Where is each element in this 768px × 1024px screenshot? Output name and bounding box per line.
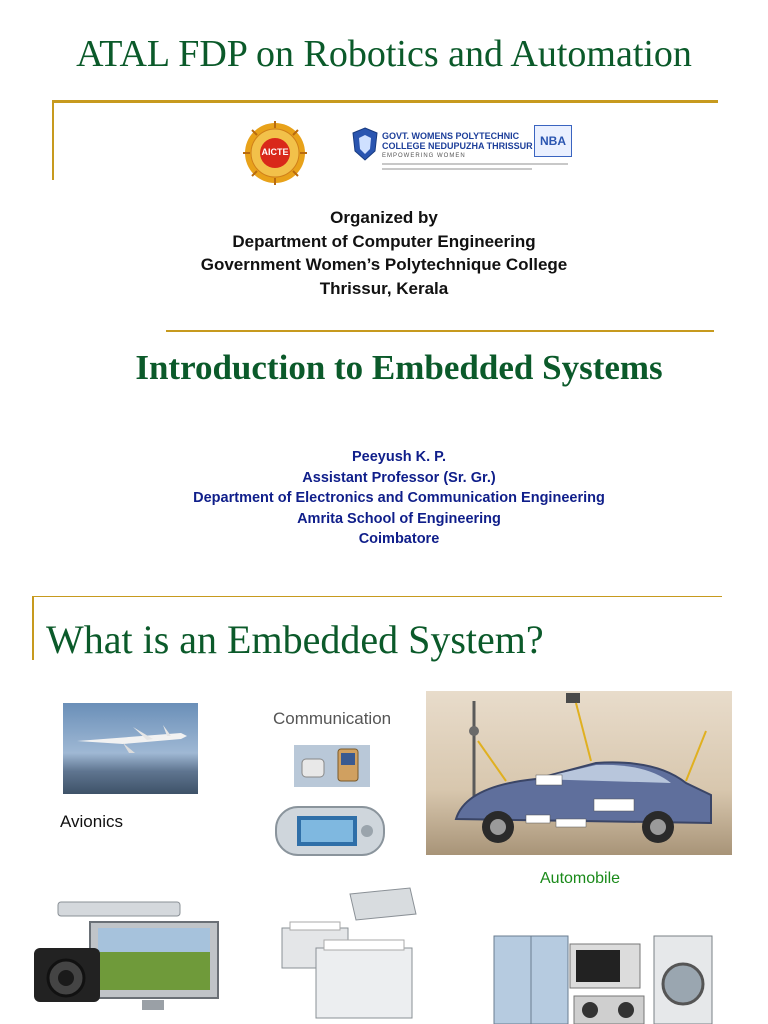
slide2-title: What is an Embedded System?: [46, 617, 544, 662]
college-logo-line1: GOVT. WOMENS POLYTECHNIC: [382, 131, 520, 141]
consumer-electronics-image: [30, 900, 220, 1024]
phone-icon: [294, 745, 370, 787]
car-icon: [426, 691, 732, 855]
organizer-line: Government Women’s Polytechnique College: [200, 255, 568, 274]
college-logo-line3: EMPOWERING WOMEN: [382, 153, 466, 159]
pda-screen-icon: [277, 808, 383, 854]
college-logo: [352, 125, 572, 177]
printers-image: [280, 884, 444, 1024]
college-logo-fineprint: [382, 163, 568, 165]
shield-icon: [352, 127, 378, 161]
slide2-top-rule: [32, 596, 722, 597]
college-logo-fineprint-2: [382, 168, 532, 170]
nba-badge: NBA: [534, 125, 572, 157]
aicte-logo: [240, 120, 310, 186]
pda-device-image: [275, 806, 385, 856]
college-logo-line2: COLLEGE NEDUPUZHA THRISSUR: [382, 141, 533, 151]
automobile-label: Automobile: [540, 870, 621, 887]
top-rule: [52, 100, 718, 103]
avionics-image: [63, 703, 198, 794]
organizer-block: [0, 206, 768, 300]
mid-rule: [166, 330, 714, 332]
organizer-line: Organized by: [330, 208, 438, 227]
speaker-line: Coimbatore: [358, 531, 440, 547]
tv-camera-icon: [30, 900, 220, 1024]
aicte-logo-text: AICTE: [261, 147, 289, 157]
speaker-line: Amrita School of Engineering: [297, 510, 501, 527]
organizer-line: Department of Computer Engineering: [232, 231, 536, 251]
communication-label: Communication: [273, 709, 392, 728]
home-appliances-image: [490, 934, 716, 1024]
slide2-rule-bracket: [32, 596, 34, 660]
speaker-line: Department of Electronics and Communication Engineering: [193, 490, 605, 506]
speaker-block: [0, 447, 768, 550]
drone-plane-icon: [63, 703, 198, 794]
speaker-line: Peeyush K. P.: [351, 449, 447, 465]
speaker-line: Assistant Professor (Sr. Gr.): [302, 469, 496, 486]
printer-icon: [280, 884, 444, 1024]
slide-title: ATAL FDP on Robotics and Automation: [76, 33, 692, 75]
topic-title: Introduction to Embedded Systems: [135, 348, 663, 387]
communication-devices-image: [294, 745, 370, 787]
organizer-line: Thrissur, Kerala: [319, 278, 449, 298]
automobile-image: [426, 691, 732, 855]
top-rule-bracket: [52, 100, 54, 180]
appliances-icon: [490, 934, 716, 1024]
avionics-label: Avionics: [60, 812, 123, 831]
